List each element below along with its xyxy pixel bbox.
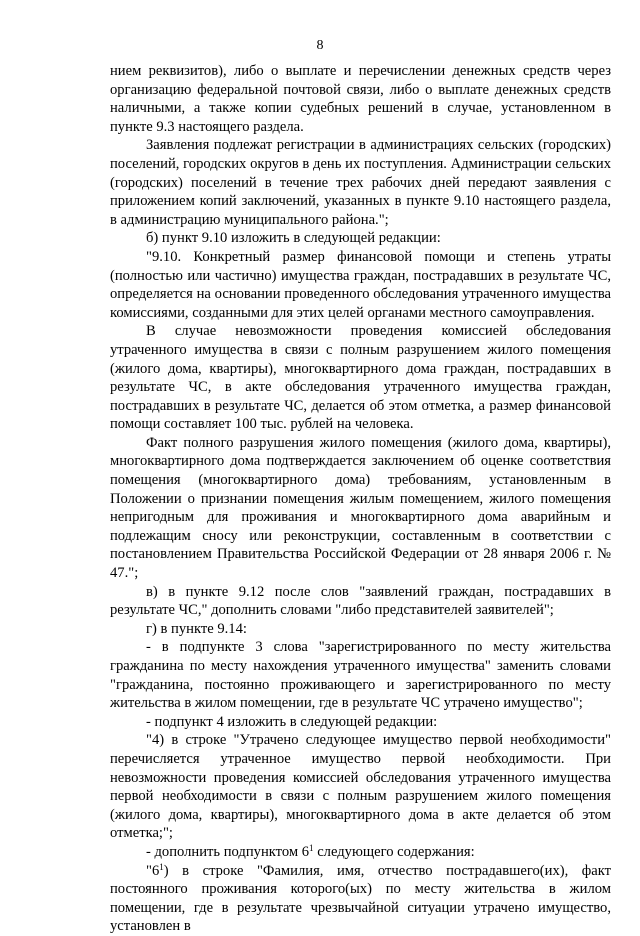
paragraph-impossibility: В случае невозможности проведения комиссией обследования утраченного имущества в связи с полным разрушением жилого помещения (жилого дома, квартиры), многоквартирного дома граждан, пострадавших в результате ЧС, в акте обследования утраченного имущества граждан, пострадавших в результате ЧС, делается об этом отметка, а размер финансовой помощи составляет 100 тыс. рублей на человека. [110, 323, 611, 433]
text-fragment: "6 [146, 862, 160, 879]
paragraph-item-v: в) в пункте 9.12 после слов "заявлений граждан, пострадавших в результате ЧС," дополнить словами "либо представителей заявителей"; [110, 583, 611, 619]
page-number: 8 [316, 38, 324, 53]
paragraph-9-10: "9.10. Конкретный размер финансовой помощи и степень утраты (полностью или частично) имущества граждан, пострадавших в результате ЧС, определяется на основании проведенного обследования утраченного имущества комиссиями, созданными для этих целей органами местного самоуправления. [110, 248, 611, 321]
paragraph-subitem-4-text: "4) в строке "Утрачено следующее имущество первой необходимости" перечисляется утраченное имущество первой необходимости. При невозможности проведения комиссией обследования утраченного имущества первой необходимости в связи с полным разрушением жилого помещения (жилого дома, квартиры), многоквартирного дома в акте делается об этом отметка;"; [110, 732, 611, 842]
paragraph-subitem-4: - подпункт 4 изложить в следующей редакции: [146, 713, 438, 730]
text-fragment: ) в строке "Фамилия, имя, отчество пострадавшего(их), факт постоянного проживания которого(ых) по месту жительства в жилом помещении, где в результате чрезвычайной ситуации утрачено имущество, установлен в [110, 862, 611, 935]
document-body [110, 62, 611, 936]
text-fragment: - дополнить подпунктом 6 [146, 843, 310, 860]
paragraph-item-b: б) пункт 9.10 изложить в следующей редакции: [146, 230, 441, 247]
paragraph-subitem-6-1-text [110, 862, 611, 936]
paragraph-destruction-fact: Факт полного разрушения жилого помещения (жилого дома, квартиры), многоквартирного дома подтверждается заключением об оценке соответствия помещения (многоквартирного дома) требованиям, установленным в Положении о признании помещения жилым помещением, жилого помещения непригодным для проживания и многоквартирного дома аварийным и подлежащим сносу или реконструкции, составленным в соответствии с постановлением Правительства Российской Федерации от 28 января 2006 г. № 47."; [110, 434, 611, 582]
text-fragment: следующего содержания: [313, 843, 475, 860]
paragraph-add-subitem-6-1 [110, 843, 611, 862]
paragraph-item-g: г) в пункте 9.14: [146, 620, 247, 637]
superscript: 1 [159, 861, 164, 872]
paragraph-registration: Заявления подлежат регистрации в администрациях сельских (городских) поселений, городских округов в день их поступления. Администрации сельских (городских) поселений в течение трех рабочих дней передают заявления с приложением копий заключений, указанных в пункте 9.10 настоящего раздела, в администрацию муниципального района."; [110, 137, 611, 228]
paragraph-subitem-3: - в подпункте 3 слова "зарегистрированного по месту жительства гражданина по месту нахождения утраченного имущества" заменить словами "гражданина, постоянно проживающего и зарегистрированного по месту жительства в жилом помещении, где в результате ЧС утрачено имущество"; [110, 639, 611, 712]
superscript: 1 [309, 842, 314, 853]
paragraph-continuation: нием реквизитов), либо о выплате и перечислении денежных средств через организацию федеральной почтовой связи, либо о выплате денежных средств наличными, а также копии судебных решений в случае, установленном в пункте 9.3 настоящего раздела. [110, 63, 611, 135]
